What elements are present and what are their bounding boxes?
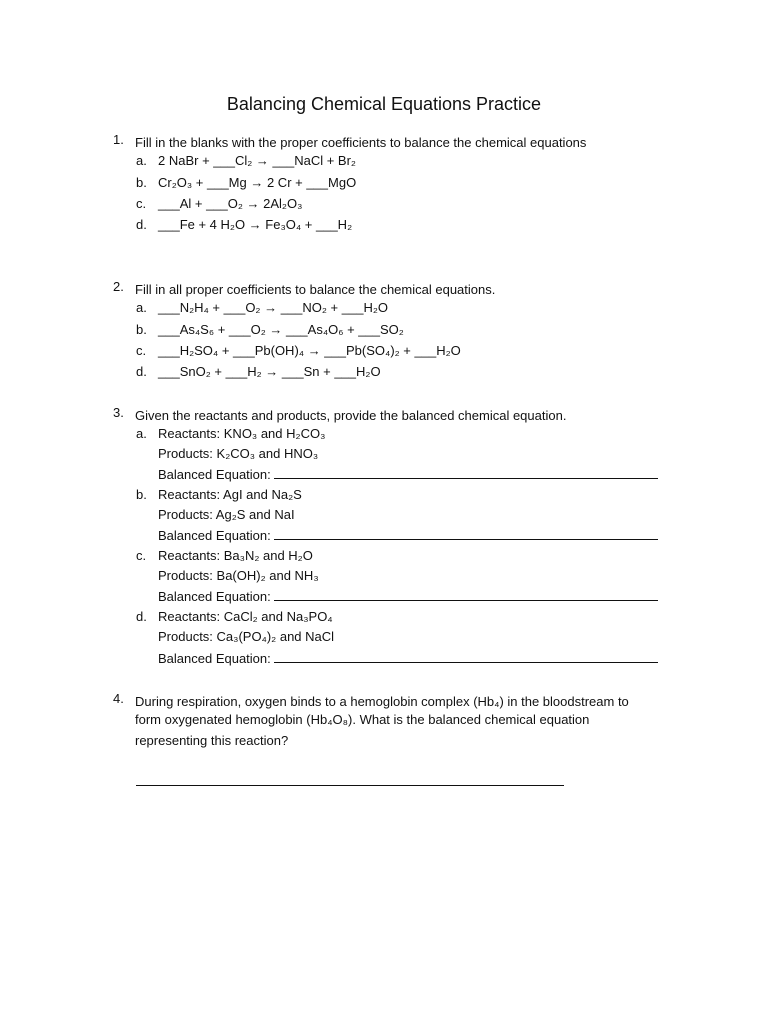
question-1-text: Fill in the blanks with the proper coefficients to balance the chemical equations [135, 135, 587, 150]
q1-item-b-equation: Cr₂O₃ + ___Mg → 2 Cr + ___MgO [158, 175, 357, 190]
q1-item-a-equation: 2 NaBr + ___Cl₂ → ___NaCl + Br₂ [158, 153, 356, 168]
page-title: Balancing Chemical Equations Practice [226, 94, 542, 114]
question-4-answer-line[interactable] [136, 785, 564, 786]
question-3-number: 3. [113, 405, 124, 420]
q3-item-d-label: d. [136, 609, 147, 624]
balanced-equation-label: Balanced Equation: [158, 651, 271, 666]
q3-item-d-products: Products: Ca₃(PO₄)₂ and NaCl [158, 629, 335, 644]
q3-item-b-reactants: Reactants: AgI and Na₂S [158, 487, 302, 502]
q3-item-c-answer [158, 588, 658, 604]
q1-item-b-label: b. [136, 175, 147, 190]
q2-item-a-equation: ___N₂H₄ + ___O₂ → ___NO₂ + ___H₂O [158, 300, 388, 315]
question-1-number: 1. [113, 132, 124, 147]
q2-item-c-label: c. [136, 343, 147, 358]
q3-item-a-products: Products: K₂CO₃ and HNO₃ [158, 446, 319, 461]
q2-item-d-equation: ___SnO₂ + ___H₂ → ___Sn + ___H₂O [158, 364, 381, 379]
q3-item-c-reactants: Reactants: Ba₃N₂ and H₂O [158, 548, 313, 563]
q3-item-c-label: c. [136, 548, 147, 563]
q3-item-a-label: a. [136, 426, 147, 441]
q2-item-c-equation: ___H₂SO₄ + ___Pb(OH)₄ → ___Pb(SO₄)₂ + ___H₂O [158, 343, 461, 358]
answer-blank-line[interactable] [274, 527, 658, 540]
q2-item-b-label: b. [136, 322, 147, 337]
q2-item-a-label: a. [136, 300, 147, 315]
q3-item-a-answer [158, 466, 658, 482]
question-3-text: Given the reactants and products, provide the balanced chemical equation. [135, 408, 567, 423]
q3-item-d-reactants: Reactants: CaCl₂ and Na₃PO₄ [158, 609, 333, 624]
question-4-line-3: representing this reaction? [135, 733, 289, 748]
q1-item-d-label: d. [136, 217, 147, 232]
balanced-equation-label: Balanced Equation: [158, 528, 271, 543]
q3-item-b-answer [158, 527, 658, 543]
q3-item-c-products: Products: Ba(OH)₂ and NH₃ [158, 568, 319, 583]
q3-item-b-products: Products: Ag₂S and NaI [158, 507, 295, 522]
answer-blank-line[interactable] [274, 588, 658, 601]
q1-item-c-label: c. [136, 196, 147, 211]
question-2-number: 2. [113, 279, 124, 294]
q1-item-d-equation: ___Fe + 4 H₂O → Fe₃O₄ + ___H₂ [158, 217, 353, 232]
q1-item-c-equation: ___Al + ___O₂ → 2Al₂O₃ [158, 196, 303, 211]
question-4-line-1: During respiration, oxygen binds to a hemoglobin complex (Hb₄) in the bloodstream to [135, 694, 629, 709]
q2-item-b-equation: ___As₄S₆ + ___O₂ → ___As₄O₆ + ___SO₂ [158, 322, 404, 337]
q3-item-d-answer [158, 650, 658, 666]
q3-item-a-reactants: Reactants: KNO₃ and H₂CO₃ [158, 426, 326, 441]
balanced-equation-label: Balanced Equation: [158, 589, 271, 604]
answer-blank-line[interactable] [274, 650, 658, 663]
question-4-line-2: form oxygenated hemoglobin (Hb₄O₈). What is the balanced chemical equation [135, 712, 590, 727]
question-4-number: 4. [113, 691, 124, 706]
question-2-text: Fill in all proper coefficients to balance the chemical equations. [135, 282, 496, 297]
answer-blank-line[interactable] [274, 466, 658, 479]
q2-item-d-label: d. [136, 364, 147, 379]
q3-item-b-label: b. [136, 487, 147, 502]
balanced-equation-label: Balanced Equation: [158, 467, 271, 482]
q1-item-a-label: a. [136, 153, 147, 168]
